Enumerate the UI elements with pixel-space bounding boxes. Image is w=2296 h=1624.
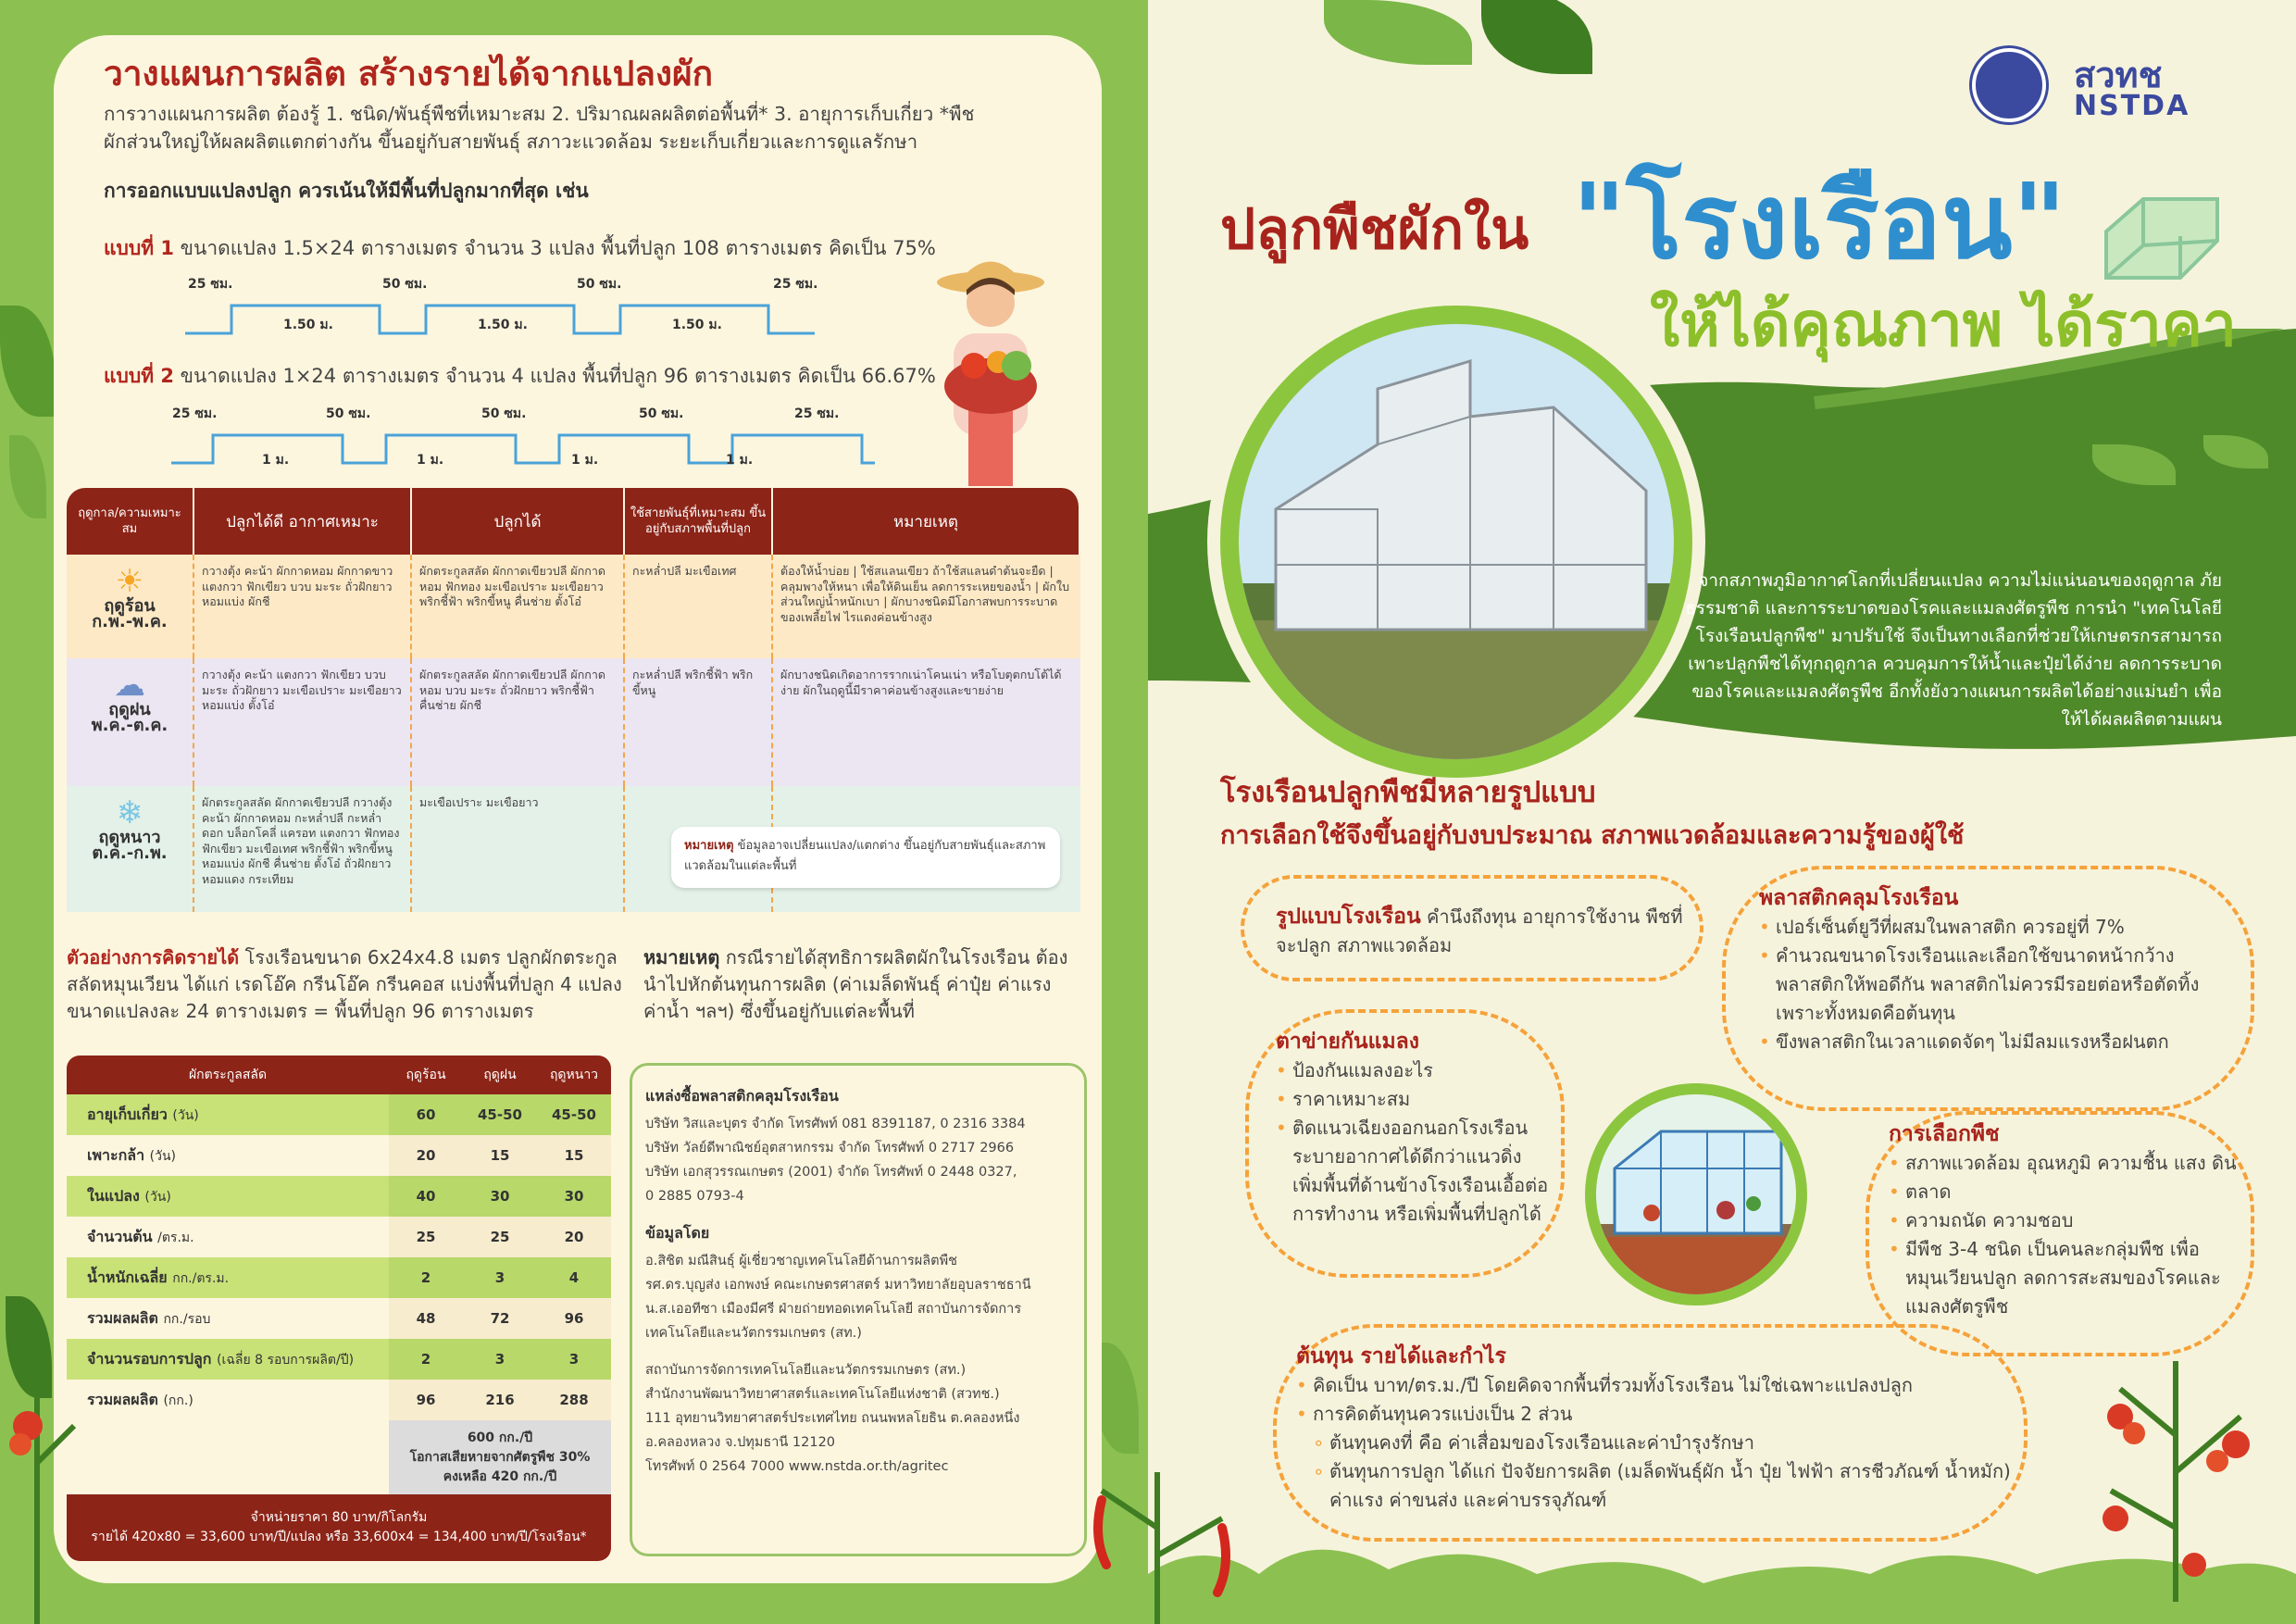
gap-label: 50 ซม. — [577, 277, 622, 292]
calc-summary-cell — [389, 1420, 611, 1494]
credits-line: เทคโนโลยีและนวัตกรรมเกษตร (สท.) — [645, 1326, 862, 1341]
list-item: • ติดแนวเฉียงออกนอกโรงเรือน ระบายอากาศได้ดีกว่าแนวดิ่ง เพิ่มพื้นที่ด้านข้างโรงเรือนเอื้อต่อการทำงาน หรือเพิ่มพื้นที่ปลูกได้ — [1276, 1114, 1554, 1229]
calc-table-row — [67, 1339, 611, 1380]
season-months: ต.ค.-ก.พ. — [92, 843, 168, 863]
bed-label: 1.50 ม. — [478, 318, 528, 332]
sources-line: บริษัท เอกสุวรรณเกษตร (2001) จำกัด โทรศัพท์ 0 2448 0327, — [645, 1165, 1017, 1180]
pattern-1-label: แบบที่ 1 — [104, 237, 174, 259]
calc-cell: 20 — [537, 1217, 611, 1257]
gap-label: 50 ซม. — [639, 406, 684, 421]
rain-cloud-icon: ☁ — [114, 667, 145, 704]
good-crops-cell: กวางตุ้ง คะน้า แตงกวา ฟักเขียว บวบ มะระ ถั่วฝักยาว มะเขือเปราะ มะเขือยาว หอมแบ่ง ตั้งโอ๋ — [194, 658, 412, 786]
snowflake-icon: ❄ — [116, 794, 144, 831]
bed-label: 1.50 ม. — [283, 318, 333, 332]
calc-cell: 3 — [463, 1257, 537, 1298]
season-cell — [67, 555, 194, 658]
poster-title-part1: ปลูกพืชผักใน — [1220, 197, 1529, 262]
calc-cell: 15 — [463, 1135, 537, 1176]
design-heading: การออกแบบแปลงปลูก ควรเน้นให้มีพื้นที่ปลูกมากที่สุด เช่น — [104, 180, 589, 202]
income-example-heading: ตัวอย่างการคิดรายได้ — [67, 946, 240, 968]
calc-row-label-text: น้ำหนักเฉลี่ย — [87, 1268, 168, 1286]
calc-row-label — [67, 1135, 389, 1176]
season-table-header: ปลูกได้ดี อากาศเหมาะ — [194, 488, 412, 555]
calc-row-label-text: เพาะกล้า — [87, 1145, 145, 1164]
calc-table-header: ฤดูหนาว — [537, 1056, 611, 1094]
list-item: • ความถนัด ความชอบ — [1889, 1206, 2240, 1235]
greenhouse-design-title: รูปแบบโรงเรือน — [1276, 905, 1421, 929]
bed-label: 1 ม. — [571, 453, 599, 468]
calc-row-label — [67, 1176, 389, 1217]
income-example — [67, 944, 641, 1025]
plastic-cover-list — [1759, 913, 2240, 1056]
calc-row-label — [67, 1217, 389, 1257]
calc-row-unit: (วัน) — [144, 1189, 171, 1205]
list-item: • การคิดต้นทุนควรแบ่งเป็น 2 ส่วน — [1296, 1400, 2037, 1429]
insect-net-block — [1276, 1028, 1554, 1229]
bed-label: 1.50 ม. — [672, 318, 722, 332]
calc-cell: 48 — [389, 1298, 463, 1339]
note-cell: ต้องให้น้ำบ่อย | ใช้สแลนเขียว ถ้าใช้สแลนดำต้นจะยืด | คลุมพางให้หนา เพื่อให้ดินเย็น ลดการระเหยของน้ำ | ผักใบส่วนใหญ่น้ำหนักเบา | ผักบางชนิดมีโอกาสพบการระบาดของเพลี้ยไฟ ไรแดงค่อนข้างสูง — [773, 555, 1080, 658]
nstda-emblem-icon — [1972, 48, 2046, 122]
season-table-header: หมายเหตุ — [773, 488, 1080, 555]
calc-table-header-row — [67, 1056, 611, 1094]
crop-selection-block — [1889, 1120, 2240, 1321]
calc-row-label-text: จำนวนรอบการปลูก — [87, 1349, 212, 1368]
calc-row-label — [67, 1298, 389, 1339]
season-table-header: ใช้สายพันธุ์ที่เหมาะสม ขึ้นอยู่กับสภาพพื้นที่ปลูก — [625, 488, 773, 555]
calc-row-unit: กก./ตร.ม. — [172, 1270, 230, 1286]
greenhouse-types-subheading: การเลือกใช้จึงขึ้นอยู่กับงบประมาณ สภาพแวดล้อมและความรู้ของผู้ใช้ — [1220, 821, 1965, 850]
summary-line: คงเหลือ 420 กก./ปี — [443, 1468, 557, 1484]
calc-row-label — [67, 1339, 389, 1380]
calc-summary-row — [67, 1420, 611, 1494]
list-item: ∘ ต้นทุนคงที่ คือ ค่าเสื่อมของโรงเรือนและค่าบำรุงรักษา — [1296, 1429, 2037, 1457]
note-box-label: หมายเหตุ — [684, 839, 734, 853]
calc-cell: 2 — [389, 1257, 463, 1298]
contact-line: อ.คลองหลวง จ.ปทุมธานี 12120 — [645, 1435, 836, 1450]
sources-line: บริษัท วัลย์ดีพาณิชย์อุตสาหกรรม จำกัด โทรศัพท์ 0 2717 2966 — [645, 1141, 1015, 1156]
calc-table-row — [67, 1135, 611, 1176]
season-name: ฤดูฝน — [108, 700, 151, 719]
contact-line: 111 อุทยานวิทยาศาสตร์ประเทศไทย ถนนพหลโยธิน ต.คลองหนึ่ง — [645, 1411, 1020, 1426]
calc-cell: 96 — [389, 1380, 463, 1420]
sources-line: 0 2885 0793-4 — [645, 1189, 744, 1204]
calc-cell: 2 — [389, 1339, 463, 1380]
cost-income-list — [1296, 1371, 2037, 1515]
season-table-header: ฤดูกาล/ความเหมาะสม — [67, 488, 194, 555]
greenhouse-design-block — [1276, 903, 1683, 960]
calc-price-cell — [67, 1494, 611, 1561]
pattern-2 — [104, 361, 936, 392]
list-item: • ราคาเหมาะสม — [1276, 1085, 1554, 1114]
calc-cell: 40 — [389, 1176, 463, 1217]
season-cell — [67, 786, 194, 912]
calc-cell: 72 — [463, 1298, 537, 1339]
note-cell: ผักบางชนิดเกิดอาการรากเน่าโคนเน่า หรือโบตุตกบโต้ได้ง่าย ผักในฤดูนี้มีราคาค่อนข้างสูงและขายง่าย — [773, 658, 1080, 786]
summary-line: 600 กก./ปี — [467, 1430, 533, 1445]
calc-row-label — [67, 1380, 389, 1420]
plastic-cover-block — [1759, 884, 2240, 1056]
calc-cell: 15 — [537, 1135, 611, 1176]
calc-cell: 3 — [463, 1339, 537, 1380]
calc-row-label-text: อายุเก็บเกี่ยว — [87, 1105, 168, 1123]
season-row-summer — [67, 555, 1080, 658]
calc-table-row — [67, 1094, 611, 1135]
season-note-box — [671, 827, 1060, 888]
calc-cell: 3 — [537, 1339, 611, 1380]
calc-cell: 30 — [463, 1176, 537, 1217]
calc-table-row — [67, 1217, 611, 1257]
variety-crops-cell: กะหล่ำปลี มะเขือเทศ — [625, 555, 773, 658]
greenhouse-design-text: คำนึงถึงทุน อายุการใช้งาน พืชที่จะปลูก สภาพแวดล้อม — [1276, 906, 1683, 956]
gap-label: 50 ซม. — [326, 406, 371, 421]
list-item: • สภาพแวดล้อม อุณหภูมิ ความชื้น แสง ดิน — [1889, 1149, 2240, 1178]
sun-icon: ☀ — [115, 563, 144, 600]
calc-table-row — [67, 1298, 611, 1339]
intro-paragraph: จากสภาพภูมิอากาศโลกที่เปลี่ยนแปลง ความไม่แน่นอนของฤดูกาล ภัยธรรมชาติ และการระบาดของโรคและแมลงศัตรูพืช การนำ "เทคโนโลยีโรงเรือนปลูกพืช" มาปรับใช้ จึงเป็นทางเลือกที่ช่วยให้เกษตรกรสามารถเพาะปลูกพืชได้ทุกฤดูกาล ควบคุมการให้น้ำและปุ๋ยได้ง่าย ลดการระบาดของโรคและแมลงศัตรูพืช อีกทั้งยังวางแผนการผลิตได้อย่างแม่นยำ เพื่อให้ได้ผลผลิตตามแผน — [1685, 570, 2222, 730]
net-income-note-text: กรณีรายได้สุทธิการผลิตผักในโรงเรือน ต้องนำไปหักต้นทุนการผลิต (ค่าเมล็ดพันธุ์ ค่าปุ๋ย ค่าแรง ค่าน้ำ ฯลฯ) ซึ่งขึ้นอยู่กับแต่ละพื้นที่ — [643, 946, 1068, 1022]
gap-label: 25 ซม. — [188, 277, 233, 292]
calc-table-header: ฤดูร้อน — [389, 1056, 463, 1094]
nstda-logo — [2074, 55, 2190, 122]
calc-row-label — [67, 1094, 389, 1135]
list-item: • คำนวณขนาดโรงเรือนและเลือกใช้ขนาดหน้ากว้างพลาสติกให้พอดีกัน พลาสติกไม่ควรมีรอยต่อหรือตัดทิ้งเพราะทั้งหมดคือต้นทุน — [1759, 942, 2240, 1028]
good-crops-cell: กวางตุ้ง คะน้า ผักกาดหอม ผักกาดขาว แตงกวา ฟักเขียว บวบ มะระ ถั่วฝักยาว หอมแบ่ง ผักชี — [194, 555, 412, 658]
ok-crops-cell: ผักตระกูลสลัด ผักกาดเขียวปลี ผักกาดหอม ฟักทอง มะเขือเปราะ มะเขือยาว พริกชี้ฟ้า พริกขี้หนู คื่นช่าย ตั้งโอ๋ — [412, 555, 625, 658]
pattern-2-text: ขนาดแปลง 1×24 ตารางเมตร จำนวน 4 แปลง พื้นที่ปลูก 96 ตารางเมตร คิดเป็น 66.67% — [180, 365, 936, 387]
farmer-illustration — [917, 245, 1065, 486]
calc-cell: 30 — [537, 1176, 611, 1217]
variety-crops-cell: กะหล่ำปลี พริกชี้ฟ้า พริกขี้หนู — [625, 658, 773, 786]
gap-label: 25 ซม. — [773, 277, 818, 292]
insect-net-list — [1276, 1056, 1554, 1229]
plastic-cover-title: พลาสติกคลุมโรงเรือน — [1759, 886, 1959, 910]
credits-line: รศ.ดร.บุญส่ง เอกพงษ์ คณะเกษตรศาสตร์ มหาวิทยาลัยอุบลราชธานี — [645, 1278, 1031, 1293]
season-table-header-row — [67, 488, 1080, 555]
calc-cell: 288 — [537, 1380, 611, 1420]
sources-box — [630, 1063, 1087, 1556]
contact-line: สำนักงานพัฒนาวิทยาศาสตร์และเทคโนโลยีแห่งชาติ (สวทช.) — [645, 1387, 1000, 1402]
calc-row-unit: (วัน) — [172, 1107, 199, 1123]
gap-label: 25 ซม. — [794, 406, 840, 421]
nstda-logo-en: NSTDA — [2074, 90, 2190, 122]
poster-title-greenhouse: "โรงเรือน" — [1572, 162, 2066, 282]
calc-summary-spacer — [67, 1420, 389, 1494]
list-item: • ตลาด — [1889, 1178, 2240, 1206]
list-item: • คิดเป็น บาท/ตร.ม./ปี โดยคิดจากพื้นที่รวมทั้งโรงเรือน ไม่ใช่เฉพาะแปลงปลูก — [1296, 1371, 2037, 1400]
calc-cell: 60 — [389, 1094, 463, 1135]
greenhouse-photo — [1239, 324, 1674, 759]
good-crops-cell: ผักตระกูลสลัด ผักกาดเขียวปลี กวางตุ้ง คะน้า ผักกาดหอม กะหล่ำปลี กะหล่ำดอก บล็อกโคลี่ แครอท แตงกวา ฟักทอง ฟักเขียว มะเขือเทศ พริกชี้ฟ้า พริกขี้หนู หอมแบ่ง ผักชี คื่นช่าย ตั้งโอ๋ ถั่วฝักยาว หอมแดง กระเทียม — [194, 786, 412, 912]
crop-selection-title: การเลือกพืช — [1889, 1122, 2000, 1146]
calc-row-label-text: จำนวนต้น — [87, 1227, 153, 1245]
calc-row-label — [67, 1257, 389, 1298]
ok-crops-cell: มะเขือเปราะ มะเขือยาว — [412, 786, 625, 912]
contact-line: สถาบันการจัดการเทคโนโลยีและนวัตกรรมเกษตร (สท.) — [645, 1363, 967, 1378]
tomato-plant-illustration — [0, 1370, 83, 1624]
note-box-text: ข้อมูลอาจเปลี่ยนแปลง/แตกต่าง ขึ้นอยู่กับสายพันธุ์และสภาพแวดล้อมในแต่ละพื้นที่ — [684, 839, 1046, 873]
season-months: พ.ค.-ต.ค. — [91, 715, 168, 735]
net-income-note-label: หมายเหตุ — [643, 946, 720, 968]
list-item: • เปอร์เซ็นต์ยูวีที่ผสมในพลาสติก ควรอยู่ที่ 7% — [1759, 913, 2240, 942]
nstda-logo-thai: สวทช — [2074, 55, 2163, 95]
calc-price-row — [67, 1494, 611, 1561]
list-item: ∘ ต้นทุนการปลูก ได้แก่ ปัจจัยการผลิต (เมล็ดพันธุ์ผัก น้ำ ปุ๋ย ไฟฟ้า สารชีวภัณฑ์ น้ำหมัก) ค่าแรง ค่าขนส่ง และค่าบรรจุภัณฑ์ — [1296, 1457, 2037, 1515]
bed-label: 1 ม. — [726, 453, 754, 468]
list-item: • มีพืช 3-4 ชนิด เป็นคนละกลุ่มพืช เพื่อหมุนเวียนปลูก ลดการสะสมของโรคและแมลงศัตรูพืช — [1889, 1235, 2240, 1321]
calc-cell: 45-50 — [537, 1094, 611, 1135]
list-item: • ป้องกันแมลงอะไร — [1276, 1056, 1554, 1085]
calc-cell: 45-50 — [463, 1094, 537, 1135]
calc-row-unit: (เฉลี่ย 8 รอบการผลิต/ปี) — [217, 1352, 355, 1368]
calc-row-unit: (วัน) — [149, 1148, 177, 1164]
calc-table-row — [67, 1257, 611, 1298]
credits-heading: ข้อมูลโดย — [645, 1224, 710, 1242]
crop-selection-list — [1889, 1149, 2240, 1321]
season-name: ฤดูหนาว — [98, 828, 161, 847]
income-example-text: โรงเรือนขนาด 6x24x4.8 เมตร ปลูกผักตระกูลสลัดหมุนเวียน ได้แก่ เรดโอ๊ค กรีนโอ๊ค กรีนคอส แบ่งพื้นที่ปลูก 4 แปลง ขนาดแปลงละ 24 ตารางเมตร = พื้นที่ปลูก 96 ตารางเมตร — [67, 946, 622, 1022]
season-name: ฤดูร้อน — [104, 596, 156, 616]
calc-row-label-text: รวมผลผลิต — [87, 1390, 158, 1408]
calc-row-label-text: ในแปลง — [87, 1186, 140, 1205]
planning-intro: การวางแผนการผลิต ต้องรู้ 1. ชนิด/พันธุ์พืชที่เหมาะสม 2. ปริมาณผลผลิตต่อพื้นที่* 3. อายุการเก็บเกี่ยว *พืชผักส่วนใหญ่ให้ผลผลิตแตกต่างกัน ขึ้นอยู่กับสายพันธุ์ สภาวะแวดล้อม ระยะเก็บเกี่ยวและการดูแลรักษา — [104, 103, 975, 153]
season-table-header: ปลูกได้ — [412, 488, 625, 555]
calc-cell: 20 — [389, 1135, 463, 1176]
gap-label: 25 ซม. — [172, 406, 218, 421]
price-line: จำหน่ายราคา 80 บาท/กิโลกรัม — [250, 1510, 428, 1525]
calc-cell: 25 — [463, 1217, 537, 1257]
chili-plant-illustration — [1065, 1417, 1250, 1624]
insect-net-title: ตาข่ายกันแมลง — [1276, 1030, 1419, 1054]
calc-row-unit: กก./รอบ — [163, 1311, 211, 1327]
credits-line: อ.สิชิต มณีสินธุ์ ผู้เชี่ยวชาญเทคโนโลยีด้านการผลิตพืช — [645, 1254, 957, 1268]
greenhouse-illustration — [1596, 1094, 1796, 1294]
calc-cell: 216 — [463, 1380, 537, 1420]
left-main-title: วางแผนการผลิต สร้างรายได้จากแปลงผัก — [104, 54, 714, 94]
greenhouse-types-heading: โรงเรือนปลูกพืชมีหลายรูปแบบ — [1220, 776, 1596, 809]
pattern-1-text: ขนาดแปลง 1.5×24 ตารางเมตร จำนวน 3 แปลง พื้นที่ปลูก 108 ตารางเมตร คิดเป็น 75% — [180, 237, 936, 259]
calc-row-label-text: รวมผลผลิต — [87, 1308, 158, 1327]
price-line: รายได้ 420x80 = 33,600 บาท/ปี/แปลง หรือ 33,600x4 = 134,400 บาท/ปี/โรงเรือน* — [91, 1530, 587, 1544]
bed-label: 1 ม. — [417, 453, 444, 468]
calc-cell: 4 — [537, 1257, 611, 1298]
ok-crops-cell: ผักตระกูลสลัด ผักกาดเขียวปลี ผักกาดหอม บวบ มะระ ถั่วฝักยาว พริกชี้ฟ้า คื่นช่าย ผักชี — [412, 658, 625, 786]
gap-label: 50 ซม. — [481, 406, 527, 421]
greenhouse-outline-icon — [2097, 185, 2227, 287]
cost-income-title: ต้นทุน รายได้และกำไร — [1296, 1344, 1506, 1368]
calc-row-unit: (กก.) — [163, 1393, 193, 1408]
bed-label: 1 ม. — [262, 453, 290, 468]
season-cell — [67, 658, 194, 786]
credits-line: น.ส.เออทีซา เมืองมีศรี ฝ่ายถ่ายทอดเทคโนโลยี สถาบันการจัดการ — [645, 1302, 1022, 1317]
net-income-note — [643, 944, 1088, 1025]
gap-label: 50 ซม. — [382, 277, 428, 292]
calc-cell: 25 — [389, 1217, 463, 1257]
cost-income-block — [1296, 1343, 2037, 1515]
calc-cell: 96 — [537, 1298, 611, 1339]
contact-line: โทรศัพท์ 0 2564 7000 www.nstda.or.th/agritec — [645, 1459, 949, 1474]
summary-line: โอกาสเสียหายจากศัตรูพืช 30% — [409, 1449, 591, 1465]
pattern-1 — [104, 233, 936, 264]
sources-heading: แหล่งซื้อพลาสติกคลุมโรงเรือน — [645, 1087, 839, 1105]
income-calc-table — [67, 1056, 611, 1561]
sources-line: บริษัท วิสและบุตร จำกัด โทรศัพท์ 081 8391187, 0 2316 3384 — [645, 1117, 1026, 1131]
pattern-2-label: แบบที่ 2 — [104, 365, 174, 387]
calc-table-header: ฤดูฝน — [463, 1056, 537, 1094]
calc-table-row — [67, 1176, 611, 1217]
poster-title-part3: ให้ได้คุณภาพ ได้ราคา — [1650, 289, 2237, 360]
calc-row-unit: /ตร.ม. — [157, 1230, 194, 1245]
season-row-rainy — [67, 658, 1080, 786]
calc-table-row — [67, 1380, 611, 1420]
tomato-plant-illustration — [2065, 1324, 2287, 1602]
season-months: ก.พ.-พ.ค. — [92, 611, 168, 631]
calc-table-header: ผักตระกูลสลัด — [67, 1056, 389, 1094]
list-item: • ขึงพลาสติกในเวลาแดดจัดๆ ไม่มีลมแรงหรือฝนตก — [1759, 1028, 2240, 1056]
